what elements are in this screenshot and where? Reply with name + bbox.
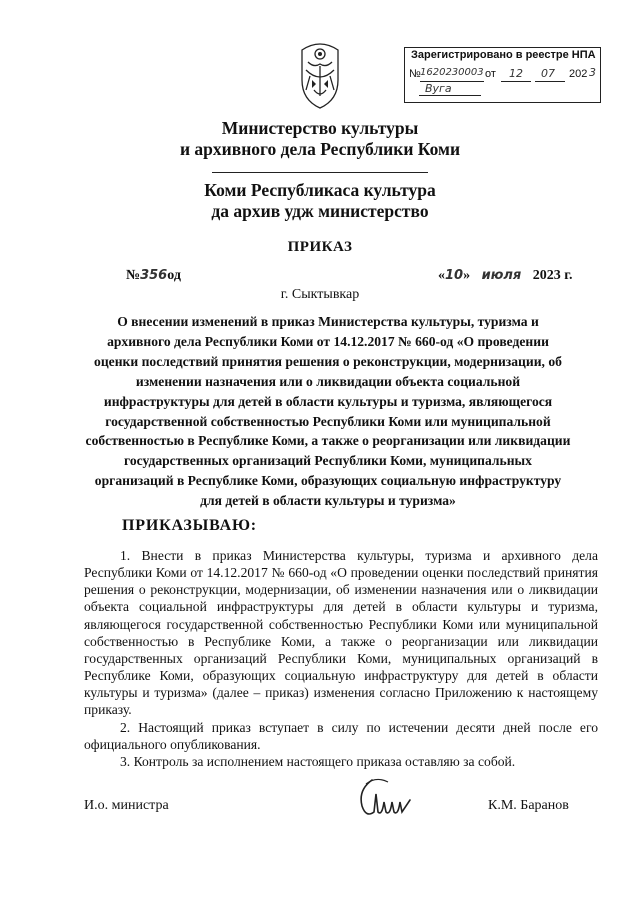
ministry-name-ru-line1: Министерство культуры [221, 118, 419, 138]
stamp-from-label: от [485, 68, 496, 80]
order-date-open: « [438, 268, 445, 283]
registration-stamp [404, 47, 601, 103]
stamp-title: Зарегистрировано в реестре НПА [411, 49, 596, 61]
order-body [84, 547, 598, 770]
stamp-signature: Вуга [425, 82, 452, 95]
ministry-name-komi-line2: да архив удж министерство [211, 201, 429, 221]
header-divider [212, 172, 428, 173]
order-date [438, 268, 573, 284]
paragraph-1: 1. Внести в приказ Министерства культуры, туризма и архивного дела Республики Коми от 14.12.2017 № 660-од «О проведении оценки последствий принятия решения о реконструкции, модернизации, об изменении назначения или о ликвидации объекта социальной инфраструктуры для детей в области культуры и туризма, являющегося государственной собственностью Республики Коми или муниципальной собственностью в Республике Коми, а также о реорганизации или ликвидации государственных организаций Республики Коми, муниципальных организаций в Республике Коми, образующих социальную инфраструктуру для детей в области культуры и туризма» (далее – приказ) изменения согласно Приложению к настоящему приказу. [84, 548, 598, 718]
stamp-year-prefix: 202 [569, 68, 588, 80]
order-subject: О внесении изменений в приказ Министерства культуры, туризма и архивного дела Республики Коми от 14.12.2017 № 660-од «О проведении оценки последствий принятия решения о реконструкции, модернизации, об изменении назначения или о ликвидации объекта социальной инфраструктуры для детей в области культуры и туризма, являющегося государственной собственностью Республики Коми или муниципальной собственностью в Республике Коми, а также о реорганизации или ликвидации государственных организаций Республики Коми, муниципальных организаций в Республике Коми, образующих социальную инфраструктуру для детей в области культуры и туризма» [85, 314, 571, 509]
stamp-month: 07 [541, 67, 555, 80]
order-date-day: 10 [445, 268, 464, 283]
order-title: ПРИКАЗ [287, 239, 353, 255]
order-number-suffix: од [167, 268, 181, 283]
order-date-month: июля [481, 268, 522, 283]
order-number-value: 356 [140, 268, 168, 283]
handwritten-signature [352, 772, 424, 824]
paragraph-2: 2. Настоящий приказ вступает в силу по истечении десяти дней после его официального опубликования. [84, 719, 598, 752]
ministry-name-komi-line1: Коми Республикаса культура [204, 180, 436, 200]
ministry-name-ru-line2: и архивного дела Республики Коми [179, 139, 461, 159]
order-date-year: 2023 г. [532, 268, 573, 283]
stamp-year-suffix: 3 [589, 66, 596, 79]
coat-of-arms-emblem [296, 40, 344, 110]
paragraph-3: 3. Контроль за исполнением настоящего приказа оставляю за собой. [120, 753, 516, 769]
order-city: г. Сыктывкар [280, 287, 360, 302]
order-number [126, 268, 181, 284]
signatory-name: К.М. Баранов [488, 798, 569, 813]
signatory-position: И.о. министра [84, 798, 169, 813]
directive-heading: ПРИКАЗЫВАЮ: [122, 517, 257, 534]
order-number-prefix: № [126, 268, 141, 283]
stamp-registration-line [409, 68, 597, 82]
stamp-day: 12 [509, 67, 523, 80]
stamp-number-prefix: № [409, 68, 421, 80]
stamp-number-value: 1620230003 [420, 67, 484, 78]
order-date-close: » [463, 268, 471, 283]
